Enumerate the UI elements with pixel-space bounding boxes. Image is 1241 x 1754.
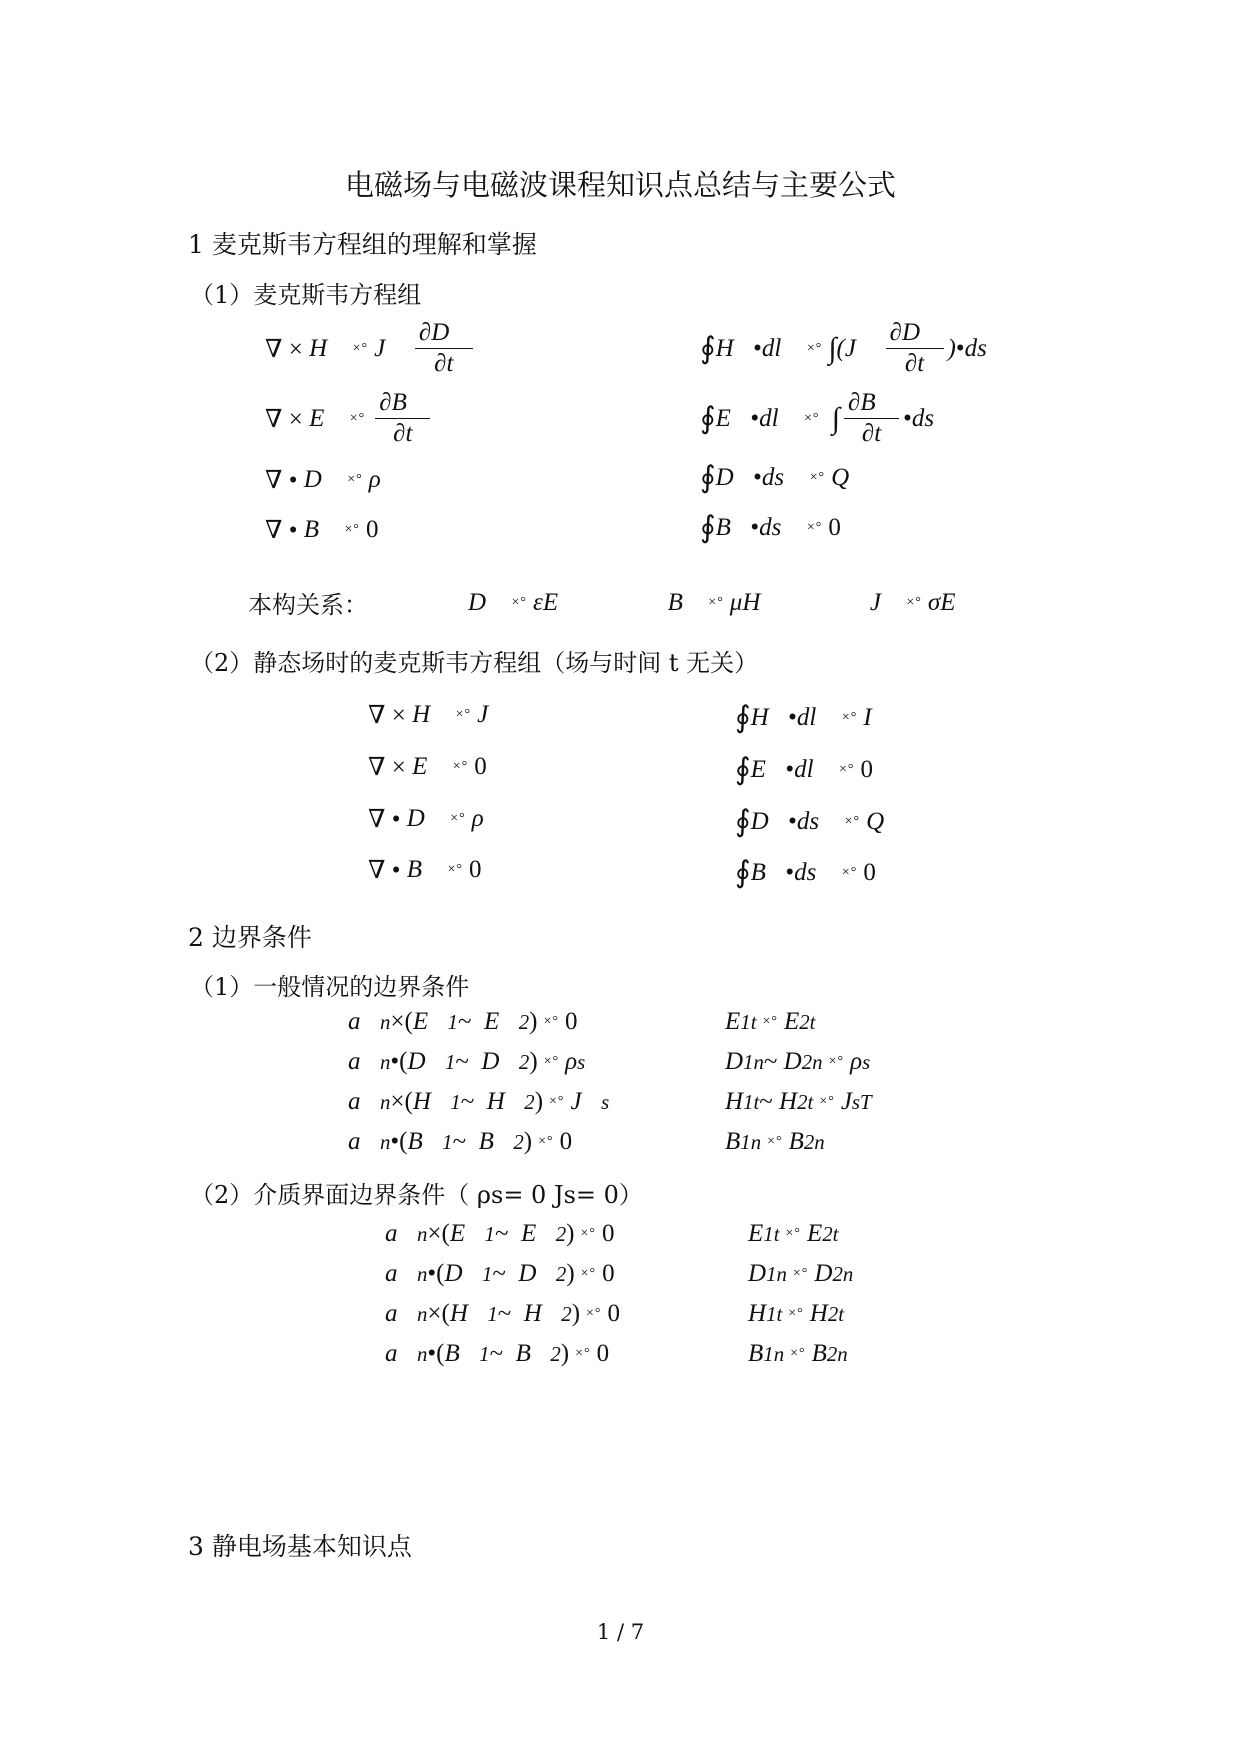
static-eq-3: ∇ • D⃗ ×° ρ (368, 805, 484, 833)
constitutive-label: 本构关系： (248, 593, 368, 619)
bc-media-1: a⃗ n ×( E⃗ 1 ~ E⃗ 2 ) ×° 0 (385, 1220, 615, 1247)
static-int-2: ∮ E⃗ • dl⃗ ×° 0 (735, 753, 874, 786)
maxwell-int-gauss-b: ∮ B⃗ • ds⃗ ×° 0 (700, 511, 841, 544)
maxwell-int-ampere: ∮ H⃗ • dl⃗ ×° ∫ (J⃗ $\frac{\partial D⃗}{\partial t}$ ) • ds⃗ (700, 319, 1007, 378)
static-eq-4: ∇ • B⃗ ×° 0 (368, 856, 482, 884)
bc-media-3: a⃗ n ×( H⃗ 1 ~ H⃗ 2 ) ×° 0 (385, 1300, 621, 1327)
section-2-sub-1: （1）一般情况的边界条件 (190, 973, 470, 1001)
bc-general-right-1: E 1t ×° E 2t (725, 1008, 816, 1035)
page-number: 1 / 7 (596, 1620, 645, 1644)
maxwell-eq-div-d: ∇ • D⃗ ×° ρ (265, 466, 381, 494)
bc-media-4: a⃗ n •( B⃗ 1 ~ B⃗ 2 ) ×° 0 (385, 1340, 610, 1367)
section-1-sub-2: （2）静态场时的麦克斯韦方程组（场与时间 t 无关） (190, 649, 759, 677)
section-1-sub-1: （1）麦克斯韦方程组 (190, 281, 422, 309)
section-3-heading: 3 静电场基本知识点 (188, 1532, 412, 1561)
bc-general-right-4: B 1n ×° B 2n (725, 1128, 825, 1155)
static-eq-1: ∇ × H⃗ ×° J⃗ (368, 701, 508, 729)
bc-media-right-2: D 1n ×° D 2n (748, 1260, 854, 1287)
maxwell-eq-curl-h: ∇ × H⃗ ×° J⃗ $\frac{\partial D⃗}{\partial t}$ (265, 320, 477, 378)
bc-general-4: a⃗ n •( B⃗ 1 ~ B⃗ 2 ) ×° 0 (348, 1128, 573, 1155)
bc-media-2: a⃗ n •( D⃗ 1 ~ D⃗ 2 ) ×° 0 (385, 1260, 615, 1287)
static-int-4: ∮ B⃗ • ds⃗ ×° 0 (735, 856, 876, 889)
static-int-3: ∮ D⃗ • ds⃗ ×° Q (735, 805, 885, 838)
static-eq-2: ∇ × E⃗ ×° 0 (368, 753, 487, 781)
section-2-sub-2: （2）介质界面边界条件（ ρs= 0 Js= 0） (190, 1181, 643, 1209)
bc-media-right-1: E 1t ×° E 2t (748, 1220, 839, 1247)
bc-general-2: a⃗ n •( D⃗ 1 ~ D⃗ 2 ) ×° ρ s (348, 1048, 586, 1075)
section-1-heading: 1 麦克斯韦方程组的理解和掌握 (188, 230, 537, 259)
bc-general-right-2: D 1n ~ D 2n ×° ρ s (725, 1048, 871, 1075)
section-2-heading: 2 边界条件 (188, 923, 312, 952)
maxwell-eq-div-b: ∇ • B⃗ ×° 0 (265, 516, 379, 544)
maxwell-eq-curl-e: ∇ × E⃗ ×° $\frac{\partial B⃗}{\partial t}$ (265, 390, 434, 448)
bc-media-right-3: H 1t ×° H 2t (748, 1300, 845, 1327)
document-title: 电磁场与电磁波课程知识点总结与主要公式 (344, 168, 896, 202)
maxwell-int-gauss-d: ∮ D⃗ • ds⃗ ×° Q (700, 461, 850, 494)
maxwell-int-faraday: ∮ E⃗ • dl⃗ ×° ∫ $\frac{\partial B⃗}{\partial t}$ • ds⃗ (700, 389, 954, 448)
bc-media-right-4: B 1n ×° B 2n (748, 1340, 848, 1367)
constitutive-relations: 本构关系： D⃗ ×° εE⃗ B⃗ ×° μH⃗ J⃗ ×° σE⃗ (248, 585, 975, 620)
static-int-1: ∮ H⃗ • dl⃗ ×° I (735, 701, 872, 734)
bc-general-right-3: H 1t ~ H 2t ×° J sT (725, 1088, 872, 1115)
bc-general-1: a⃗ n ×( E⃗ 1 ~ E⃗ 2 ) ×° 0 (348, 1008, 578, 1035)
bc-general-3: a⃗ n ×( H⃗ 1 ~ H⃗ 2 ) ×° J⃗ s (348, 1088, 610, 1115)
